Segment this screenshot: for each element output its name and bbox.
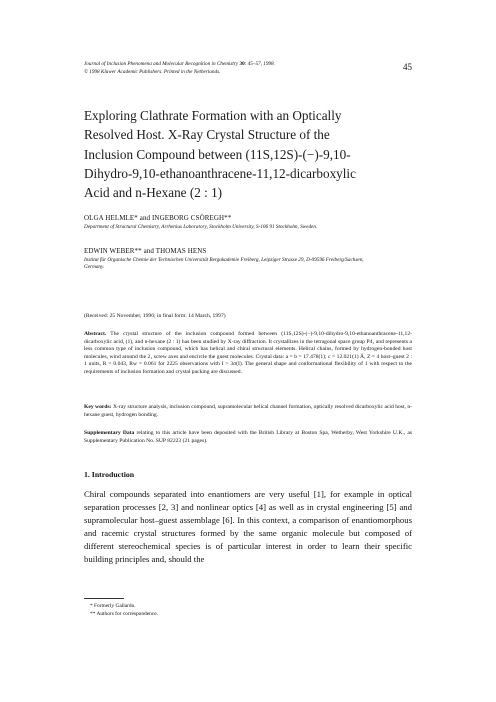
title-line: Inclusion Compound between (11S,12S)-(−)-9,10- — [84, 146, 351, 162]
authors-group-1: OLGA HELMLE* and INGEBORG CSÖREGH** — [84, 214, 232, 222]
supplementary-text: relating to this article have been deposited with the British Library at Boston Spa, Wetherby, West Yorkshire U.K., as Supplementary Publication No. SUP 82223 (21 pages). — [84, 430, 412, 444]
abstract — [84, 331, 412, 377]
title-line: Resolved Host. X-Ray Crystal Structure of the — [84, 127, 330, 143]
journal-name: Journal of Inclusion Phenomena and Molecular Recognition in Chemistry — [84, 61, 239, 67]
authors-group-2: EDWIN WEBER** and THOMAS HENS — [84, 247, 207, 255]
footnote-1: * Formerly Gallardo. — [90, 603, 136, 609]
abstract-label: Abstract. — [84, 331, 107, 337]
footnote-rule — [84, 598, 124, 599]
supplementary-label: Supplementary Data — [84, 430, 135, 436]
supplementary-data — [84, 430, 412, 445]
keywords-text: X-ray structure analysis, inclusion compound, supramolecular helical channel formation, optically resolved dicarboxylic acid host, n-hexane guest, hydrogen bonding. — [84, 404, 413, 418]
keywords-label: Key words: — [84, 404, 112, 410]
title-line: Exploring Clathrate Formation with an Optically — [84, 108, 342, 123]
page-number: 45 — [403, 62, 412, 72]
copyright-line: © 1998 Kluwer Academic Publishers. Printed in the Netherlands. — [84, 69, 221, 75]
abstract-text: The crystal structure of the inclusion compound formed between (11S,12S)-(−)-9,10-dihydro-9,10-ethanoanthracene-11,12-dicarboxylic acid, (1), and n-hexane (2 : 1) has been studied by X-ray diffraction. It crystallizes in the tetragonal space group P4₁ and represents a less common type of inclusion compound, which has helical and chiral structural elements. Helical chains, formed by hydrogen-bonded host molecules, wind around the 2₁ screw axes and encircle the guest molecules. Crystal data: a = b = 17.478(1); c = 12.021(1) Å, Z = 4 host–guest 2 : 1 units, R = 0.043, Rw = 0.061 for 2225 observations with I > 3σ(I). The general shape and conformational flexibility of 1 with respect to the requirements of inclusion formation and crystal packing are discussed. — [84, 331, 412, 375]
journal-pages: : 45–57, 1998. — [244, 61, 275, 67]
footnote-2: ** Authors for correspondence. — [90, 611, 158, 617]
affiliation-2: Institut für Organische Chemie der Technischen Universität Bergakademie Freiberg, Leipziger Strasse 29, D-09596 Freiberg/Sachsen, Germany. — [84, 257, 364, 270]
keywords — [84, 404, 412, 419]
journal-volume: 30 — [239, 61, 245, 67]
section-heading: 1. Introduction — [84, 470, 135, 479]
affiliation-1: Department of Structural Chemistry, Arrhenius Laboratory, Stockholm University, S-106 91 Stockholm, Sweden. — [84, 224, 318, 230]
received-dates: (Received: 25 November, 1996; in final form: 14 March, 1997) — [84, 313, 226, 319]
journal-header — [84, 61, 275, 68]
title-line: Acid and n-Hexane (2 : 1) — [84, 185, 223, 201]
title-line: Dihydro-9,10-ethanoanthracene-11,12-dicarboxylic — [84, 165, 356, 181]
article-title — [84, 106, 414, 202]
introduction-paragraph: Chiral compounds separated into enantiomers are very useful [1], for example in optical separation processes [2, 3] and nonlinear optics [4] as well as in crystal engineering [5] and supramolecular host–guest assemblage [6]. In this context, a comparison of enantiomorphous and racemic crystal structures formed by the same organic molecule but composed of different stereochemical species is of particular interest in order to learn their specific building principles and, should the — [84, 489, 412, 564]
